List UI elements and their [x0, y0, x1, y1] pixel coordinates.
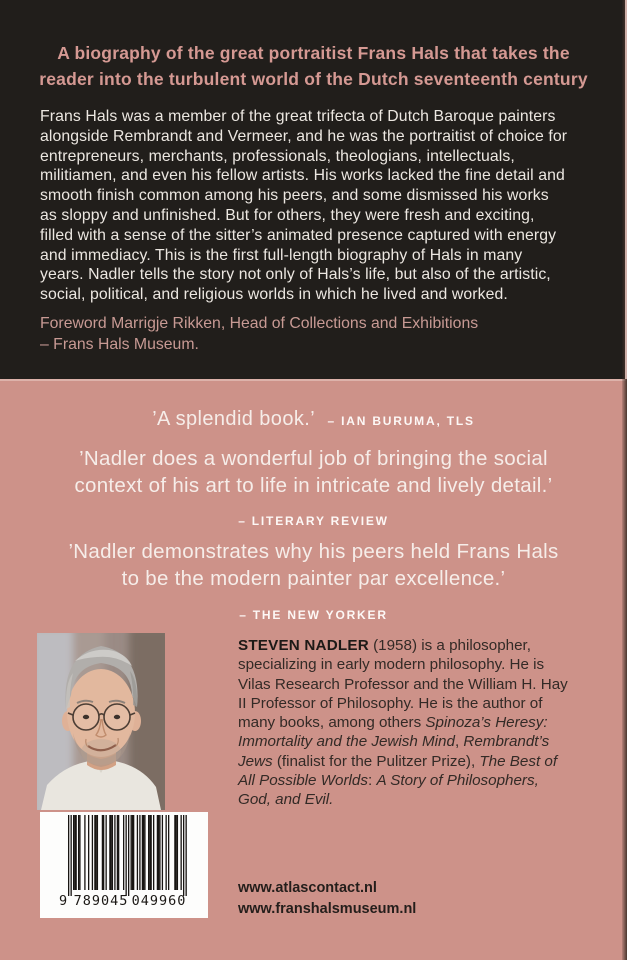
website-url: www.franshalsmuseum.nl: [238, 901, 417, 917]
book-title: Rembrandt’s Jews: [238, 733, 550, 770]
book-title: The Best of All Possible Worlds: [238, 752, 558, 790]
quote-attribution: – LITERARY REVIEW: [238, 514, 389, 528]
publisher-websites: [238, 878, 416, 920]
barcode-group1: 789045: [73, 893, 129, 909]
headline-line: A biography of the great portraitist Frans Hals that takes the: [57, 43, 570, 63]
quote-text: ’Nadler does a wonderful job of bringing the social: [79, 447, 548, 470]
review-quote-2: [0, 445, 627, 535]
review-quote-1: [0, 408, 627, 431]
book-title: A Story of Philosophers, God, and Evil.: [238, 772, 539, 809]
quote-text: to be the modern painter par excellence.’: [121, 567, 506, 590]
website-url: www.atlascontact.nl: [238, 880, 377, 896]
quote-attribution: – IAN BURUMA, TLS: [327, 414, 475, 428]
headline-line: reader into the turbulent world of the Dutch seventeenth century: [39, 69, 588, 89]
author-portrait-photo: [37, 633, 165, 810]
foreword-credit: [40, 314, 478, 355]
pink-section: [0, 381, 627, 960]
quote-attribution: – THE NEW YORKER: [239, 608, 388, 622]
barcode-left-digit: 9: [59, 893, 68, 909]
cover-headline: [0, 40, 627, 92]
foreword-line: – Frans Hals Museum.: [40, 335, 199, 353]
synopsis-paragraph: Frans Hals was a member of the great trifecta of Dutch Baroque painters alongside Rembrandt and Vermeer, and he was the portraitist of choice for entrepreneurs, merchants, professionals, theologians, intellectuals, militiamen, and even his fellow artists. His works lacked the fine detail and smooth finish common among his peers, and some dismissed his works as sloppy and unfinished. But for others, they were fresh and exciting, filled with a sense of the sitter’s animated presence captured with energy and immediacy. This is the first full-length biography of Hals in many years. Nadler tells the story not only of Hals’s life, but also of the artistic, social, political, and religious worlds in which he lived and worked.: [40, 108, 568, 304]
book-title: Spinoza’s Heresy: Immortality and the Jewish Mind: [238, 714, 548, 751]
quote-text: ’A splendid book.’: [152, 408, 316, 430]
author-name: STEVEN NADLER: [238, 637, 369, 654]
review-quote-3: [0, 538, 627, 629]
author-bio: STEVEN NADLER (1958) is a philosopher, specializing in early modern philosophy. He is Vilas Research Professor and the William H. Hay II Professor of Philosophy. He is the author of many books, among others Spinoza’s Heresy: Immortality and the Jewish Mind, Rembrandt’s Jews (finalist for the Pulitzer Prize), The Best of All Possible Worlds: A Story of Philosophers, God, and Evil.: [238, 637, 568, 809]
barcode-graphic: [40, 812, 208, 918]
top-section: [0, 0, 627, 379]
isbn-barcode: [40, 812, 208, 918]
foreword-line: Foreword Marrigje Rikken, Head of Collections and Exhibitions: [40, 315, 479, 332]
quote-text: ’Nadler demonstrates why his peers held Frans Hals: [68, 540, 559, 563]
barcode-group2: 049960: [131, 893, 187, 909]
quote-text: context of his art to life in intricate and lively detail.’: [74, 474, 553, 497]
